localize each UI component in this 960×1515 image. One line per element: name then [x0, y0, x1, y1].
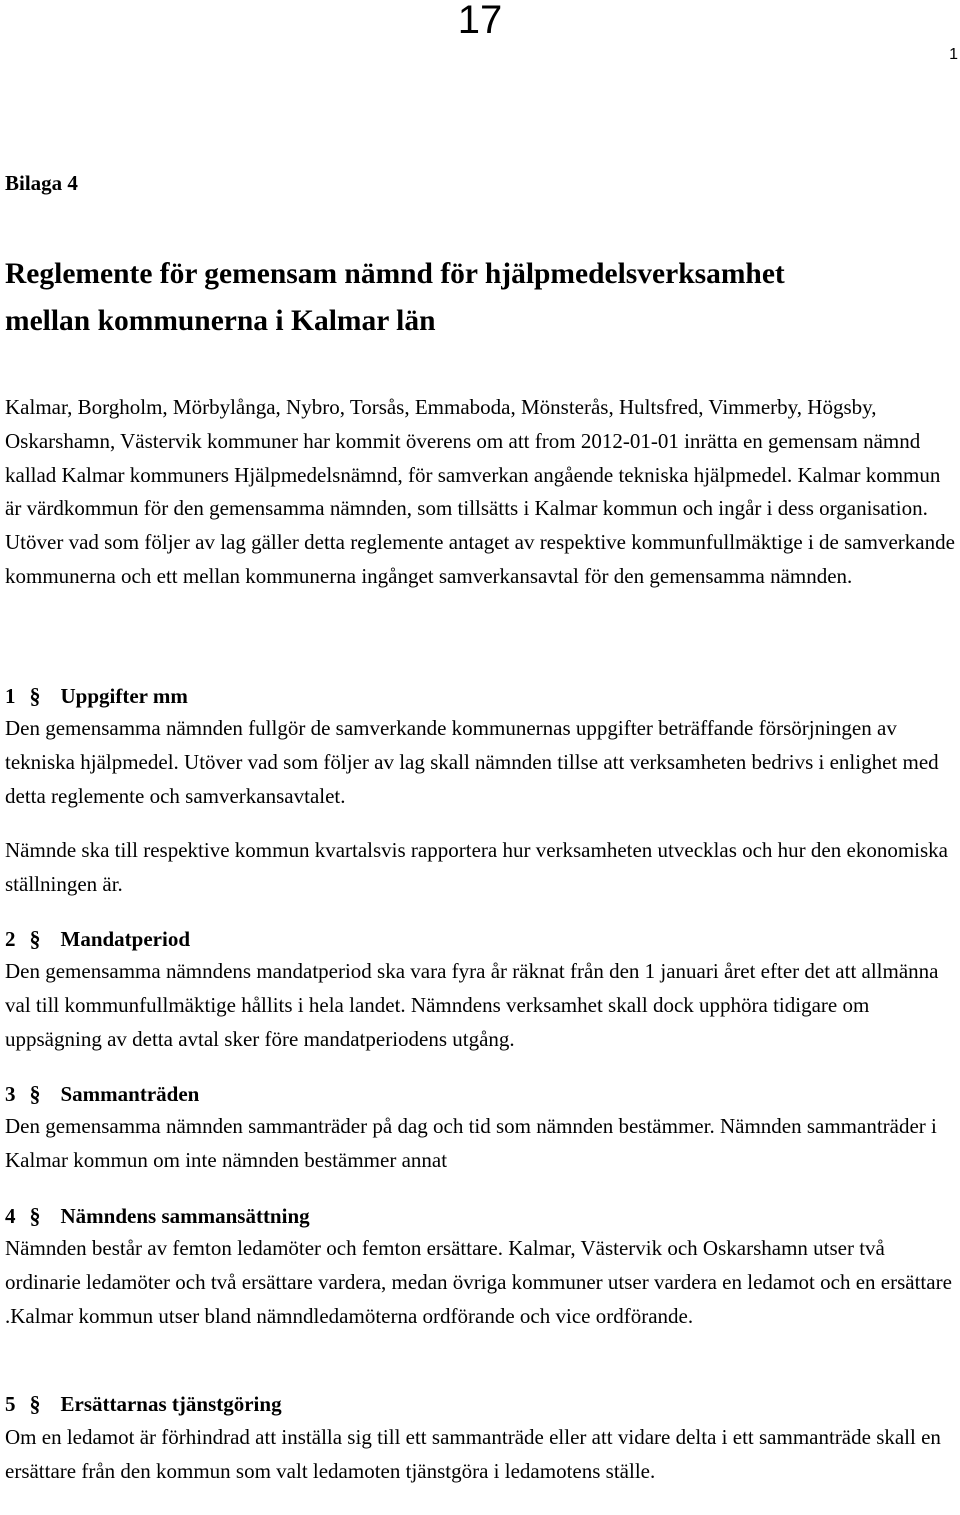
section-2-paragraph: Den gemensamma nämndens mandatperiod ska vara fyra år räknat från den 1 januari året efter det att allmänna val till kommunfullmäktige hållits i hela landet. Nämndens verksamhet skall dock upphöra tidigare om uppsägning av detta avtal sker före mandatperiodens utgång.	[5, 959, 939, 1051]
section-mark: §	[29, 926, 41, 951]
section-heading-5	[5, 1387, 282, 1421]
section-number: 2	[5, 927, 16, 951]
section-mark: §	[29, 1203, 41, 1228]
title-line-2: mellan kommunerna i Kalmar län	[5, 305, 436, 337]
appendix-label: Bilaga 4	[5, 171, 78, 195]
section-number: 3	[5, 1082, 16, 1106]
section-title: Mandatperiod	[60, 927, 191, 951]
stamp-number: 17	[457, 0, 503, 42]
section-heading-2	[5, 922, 190, 956]
section-title: Uppgifter mm	[60, 684, 188, 708]
section-3-paragraph: Den gemensamma nämnden sammanträder på dag och tid som nämnden bestämmer. Nämnden sammanträder i Kalmar kommun om inte nämnden bestämmer annat	[5, 1114, 937, 1172]
section-title: Nämndens sammansättning	[60, 1204, 310, 1228]
section-heading-3	[5, 1077, 199, 1111]
intro-paragraph: Kalmar, Borgholm, Mörbylånga, Nybro, Torsås, Emmaboda, Mönsterås, Hultsfred, Vimmerby, Högsby, Oskarshamn, Västervik kommuner har kommit överens om att from 2012-01-01 inrätta en gemensam nämnd kallad Kalmar kommuners Hjälpmedelsnämnd, för samverkan angående tekniska hjälpmedel. Kalmar kommun är värdkommun för den gemensamma nämnden, som tillsätts i Kalmar kommun och ingår i dess organisation. Utöver vad som följer av lag gäller detta reglemente antaget av respektive kommunfullmäktige i de samverkande kommunerna och ett mellan kommunerna ingånget samverkansavtal för den gemensamma nämnden.	[5, 395, 955, 588]
section-mark: §	[29, 1391, 41, 1416]
section-mark: §	[29, 1081, 41, 1106]
section-heading-4	[5, 1199, 310, 1233]
section-1-paragraph-2: Nämnde ska till respektive kommun kvartalsvis rapportera hur verksamheten utvecklas och hur den ekonomiska ställningen är.	[5, 838, 948, 896]
section-title: Sammanträden	[60, 1082, 200, 1106]
section-title: Ersättarnas tjänstgöring	[60, 1392, 282, 1416]
section-1-paragraph-1: Den gemensamma nämnden fullgör de samverkande kommunernas uppgifter beträffande försörjningen av tekniska hjälpmedel. Utöver vad som följer av lag skall nämnden tillse att verksamheten bedrivs i enlighet med detta reglemente och samverkansavtalet.	[5, 716, 939, 808]
document-title	[5, 251, 785, 345]
section-number: 1	[5, 684, 16, 708]
section-5-paragraph: Om en ledamot är förhindrad att inställa sig till ett sammanträde eller att vidare delta i ett sammanträde skall en ersättare från den kommun som valt ledamoten tjänstgöra i ledamotens ställe.	[5, 1425, 941, 1483]
page-number: 1	[949, 46, 958, 63]
section-number: 5	[5, 1392, 16, 1416]
section-number: 4	[5, 1204, 16, 1228]
section-mark: §	[29, 683, 41, 708]
title-line-1: Reglemente för gemensam nämnd för hjälpmedelsverksamhet	[5, 258, 785, 290]
section-4-paragraph: Nämnden består av femton ledamöter och femton ersättare. Kalmar, Västervik och Oskarshamn utser två ordinarie ledamöter och två ersättare vardera, medan övriga kommuner utser vardera en ledamot och en ersättare .Kalmar kommun utser bland nämndledamöterna ordförande och vice ordförande.	[5, 1236, 952, 1328]
section-heading-1	[5, 679, 188, 713]
